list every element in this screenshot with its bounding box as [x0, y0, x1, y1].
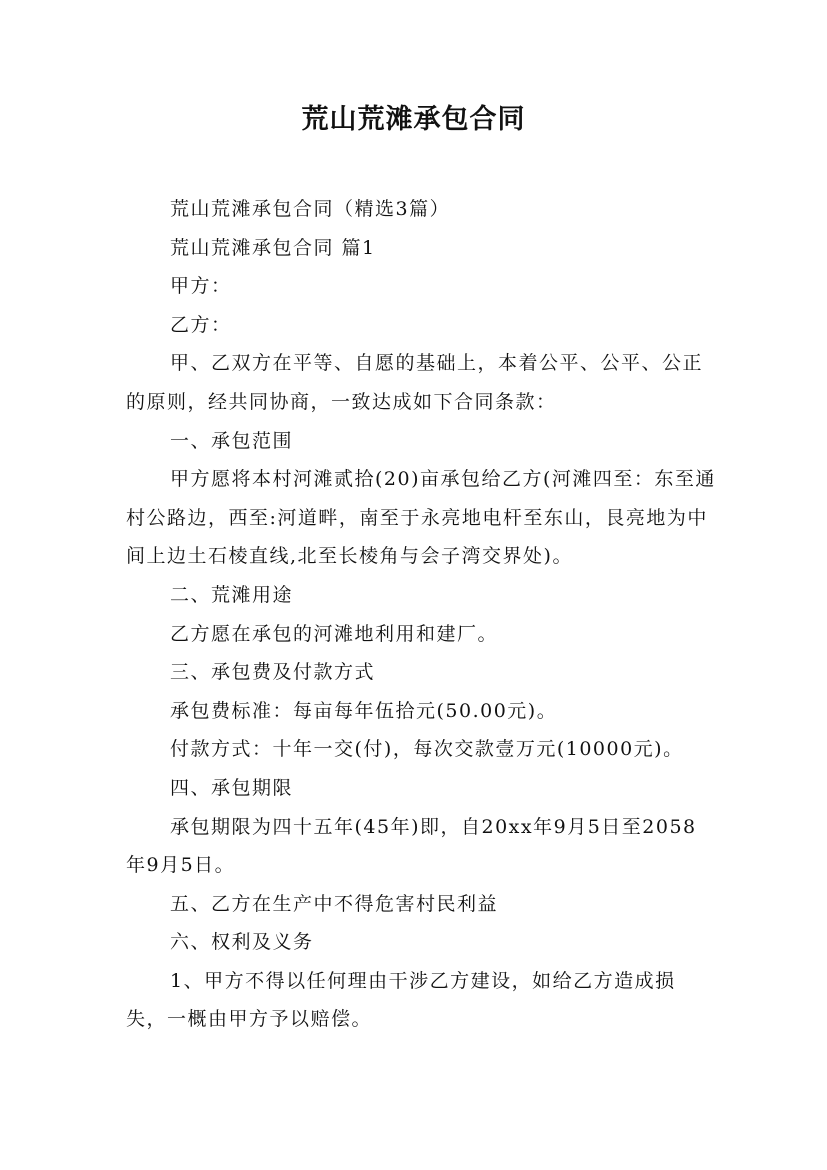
paragraph-clause-3-payment: 付款方式：十年一交(付)，每次交款壹万元(10000元)。 — [170, 738, 684, 761]
paragraph-clause-6-heading: 六、权利及义务 — [170, 931, 314, 954]
paragraph-clause-4-heading: 四、承包期限 — [170, 776, 294, 799]
document-title: 荒山荒滩承包合同 — [301, 104, 526, 135]
paragraph-clause-6-item-1: 1、甲方不得以任何理由干涉乙方建设，如给乙方造成损失，一概由甲方予以赔偿。 — [126, 969, 676, 1031]
paragraph-clause-4-body: 承包期限为四十五年(45年)即，自20xx年9月5日至2058年9月5日。 — [126, 815, 697, 877]
paragraph-clause-1-heading: 一、承包范围 — [170, 429, 294, 452]
paragraph-party-b: 乙方： — [170, 313, 232, 336]
paragraph-subtitle: 荒山荒滩承包合同（精选3篇） — [170, 198, 451, 220]
paragraph-clause-2-body: 乙方愿在承包的河滩地利用和建厂。 — [170, 622, 499, 645]
paragraph-clause-1-body: 甲方愿将本村河滩贰拾(20)亩承包给乙方(河滩四至：东至通村公路边，西至:河道畔，南至于永亮地电杆至东山，艮亮地为中间上边土石棱直线,北至长棱角与会子湾交界处)。 — [126, 468, 716, 568]
document-body — [126, 190, 716, 1039]
paragraph-clause-3-fee: 承包费标准：每亩每年伍拾元(50.00元)。 — [170, 699, 558, 722]
paragraph-clause-5-heading: 五、乙方在生产中不得危害村民利益 — [170, 892, 499, 915]
paragraph-section-heading: 荒山荒滩承包合同 篇1 — [170, 236, 376, 259]
paragraph-clause-3-heading: 三、承包费及付款方式 — [170, 661, 376, 684]
paragraph-preamble: 甲、乙双方在平等、自愿的基础上，本着公平、公平、公正的原则，经共同协商，一致达成如下合同条款： — [126, 352, 704, 413]
paragraph-clause-2-heading: 二、荒滩用途 — [170, 583, 294, 606]
paragraph-party-a: 甲方： — [170, 275, 232, 298]
